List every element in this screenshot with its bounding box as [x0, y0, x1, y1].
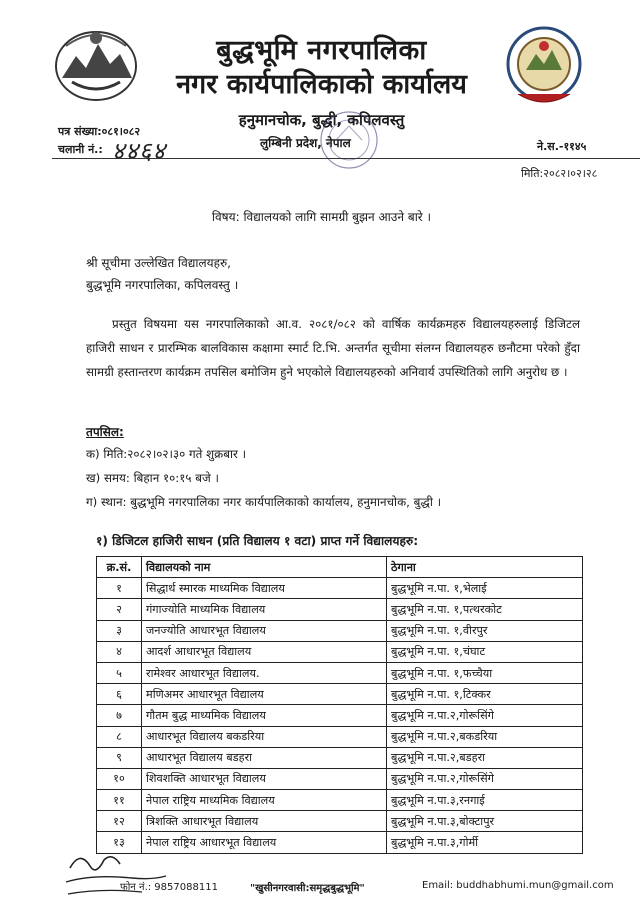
serial-cell: ३	[97, 620, 142, 641]
school-name-cell: जनज्योति आधारभूत विद्यालय	[142, 620, 387, 641]
footer-slogan: "खुसीनगरवासी:समृद्धबुद्धभूमि"	[250, 883, 365, 894]
table-row	[97, 747, 583, 768]
details-item-place: ग) स्थान: बुद्धभूमि नगरपालिका नगर कार्यपालिकाको कार्यालय, हनुमानचोक, बुद्धी ।	[86, 495, 442, 509]
address-cell: बुद्धभूमि न.पा.२,गोरूसिंगे	[387, 705, 583, 726]
school-name-cell: आधारभूत विद्यालय बडहरा	[142, 747, 387, 768]
footer-email: Email: buddhabhumi.mun@gmail.com	[422, 880, 614, 891]
table-row	[97, 768, 583, 789]
table-row	[97, 662, 583, 683]
serial-cell: ९	[97, 747, 142, 768]
recipient-line1: श्री सूचीमा उल्लेखित विद्यालयहरु,	[86, 256, 231, 270]
address-cell: बुद्धभूमि न.पा.३,रनगाई	[387, 790, 583, 811]
serial-cell: ७	[97, 705, 142, 726]
office-title-line2: नगर कार्यपालिकाको कार्यालय	[176, 69, 467, 100]
table-row	[97, 620, 583, 641]
address-cell: बुद्धभूमि न.पा.३,बोक्टापुर	[387, 811, 583, 832]
serial-cell: ११	[97, 790, 142, 811]
table-header-row	[97, 557, 583, 578]
serial-cell: १०	[97, 768, 142, 789]
address-cell: बुद्धभूमि न.पा. १,फच्चैया	[387, 662, 583, 683]
section-title-digital-attendance: १) डिजिटल हाजिरी साधन (प्रति विद्यालय १ वटा) प्राप्त गर्ने विद्यालयहरु:	[96, 534, 419, 548]
serial-cell: ५	[97, 662, 142, 683]
address-cell: बुद्धभूमि न.पा.२,गोरूसिंगे	[387, 768, 583, 789]
table-row	[97, 790, 583, 811]
school-name-cell: आदर्श आधारभूत विद्यालय	[142, 641, 387, 662]
office-address: हनुमानचोक, बुद्धी, कपिलवस्तु	[238, 111, 405, 129]
handwritten-signature	[62, 846, 172, 906]
serial-cell: ४	[97, 641, 142, 662]
school-list-table	[96, 556, 583, 854]
address-cell: बुद्धभूमि न.पा.२,बडहरा	[387, 747, 583, 768]
province-name: लुम्बिनी प्रदेश, नेपाल	[260, 136, 351, 150]
office-title-line1: बुद्धभूमि नगरपालिका	[216, 35, 427, 66]
school-name-cell: शिवशक्ति आधारभूत विद्यालय	[142, 768, 387, 789]
letter-body-paragraph: प्रस्तुत विषयमा यस नगरपालिकाको आ.व. २०८१/०८२ को वार्षिक कार्यक्रमहरु विद्यालयहरुलाई डिजिटल हाजिरी साधन र प्रारम्भिक बालविकास कक्षामा स्मार्ट टि.भि. अन्तर्गत सूचीमा संलग्न विद्यालयहरु छनौटमा परेको हुँदा सामग्री हस्तान्तरण कार्यक्रम तपसिल बमोजिम हुने भएकोले विद्यालयहरुको अनिवार्य उपस्थितिको लागि अनुरोध छ ।	[86, 317, 580, 379]
letter-date: मिति:२०८२।०२।२८	[521, 167, 598, 180]
school-name-cell: गंगाज्योति माध्यमिक विद्यालय	[142, 599, 387, 620]
address-cell: बुद्धभूमि न.पा. १,वीरपुर	[387, 620, 583, 641]
column-header-school-name: विद्यालयको नाम	[142, 557, 387, 578]
recipient-line2: बुद्धभूमि नगरपालिका, कपिलवस्तु ।	[86, 278, 239, 292]
school-name-cell: रामेश्वर आधारभूत विद्यालय.	[142, 662, 387, 683]
table-row	[97, 599, 583, 620]
address-cell: बुद्धभूमि न.पा. १,टिक्कर	[387, 684, 583, 705]
address-cell: बुद्धभूमि न.पा. १,चंघाट	[387, 641, 583, 662]
table-row	[97, 641, 583, 662]
table-row	[97, 705, 583, 726]
header-divider	[52, 158, 640, 159]
school-name-cell: नेपाल राष्ट्रिय आधारभूत विद्यालय	[142, 832, 387, 853]
table-row	[97, 684, 583, 705]
school-name-cell: मणिअमर आधारभूत विद्यालय	[142, 684, 387, 705]
letter-reference-number: पत्र संख्या:०८१।०८२	[58, 125, 141, 138]
school-name-cell: गौतम बुद्ध माध्यमिक विद्यालय	[142, 705, 387, 726]
table-row	[97, 578, 583, 599]
nepal-sambat-year: ने.स.-११४५	[537, 140, 587, 153]
column-header-serial: क्र.सं.	[97, 557, 142, 578]
school-name-cell: नेपाल राष्ट्रिय माध्यमिक विद्यालय	[142, 790, 387, 811]
school-name-cell: आधारभूत विद्यालय बकडरिया	[142, 726, 387, 747]
footer-phone: फोन नं.: 9857088111	[120, 882, 218, 893]
school-name-cell: त्रिशक्ति आधारभूत विद्यालय	[142, 811, 387, 832]
details-item-date: क) मिति:२०८२।०२।३० गते शुक्रबार ।	[86, 447, 247, 461]
serial-cell: १३	[97, 832, 142, 853]
details-item-time: ख) समय: बिहान १०:१५ बजे ।	[86, 471, 219, 485]
address-cell: बुद्धभूमि न.पा. १,पत्थरकोट	[387, 599, 583, 620]
dispatch-number-label: चलानी नं.:	[58, 143, 103, 156]
school-name-cell: सिद्धार्थ स्मारक माध्यमिक विद्यालय	[142, 578, 387, 599]
office-stamp	[318, 104, 380, 182]
address-cell: बुद्धभूमि न.पा.३,गोर्मी	[387, 832, 583, 853]
serial-cell: २	[97, 599, 142, 620]
serial-cell: १	[97, 578, 142, 599]
details-heading: तपसिल:	[86, 425, 124, 439]
column-header-address: ठेगाना	[387, 557, 583, 578]
table-row	[97, 811, 583, 832]
serial-cell: १२	[97, 811, 142, 832]
serial-cell: ८	[97, 726, 142, 747]
address-cell: बुद्धभूमि न.पा. १,भेलाई	[387, 578, 583, 599]
address-cell: बुद्धभूमि न.पा.२,बकडरिया	[387, 726, 583, 747]
dispatch-number-handwritten: ४४६४	[112, 137, 166, 165]
serial-cell: ६	[97, 684, 142, 705]
table-row	[97, 726, 583, 747]
letter-subject: विषय: विद्यालयको लागि सामग्री बुझन आउने बारे ।	[211, 210, 432, 224]
